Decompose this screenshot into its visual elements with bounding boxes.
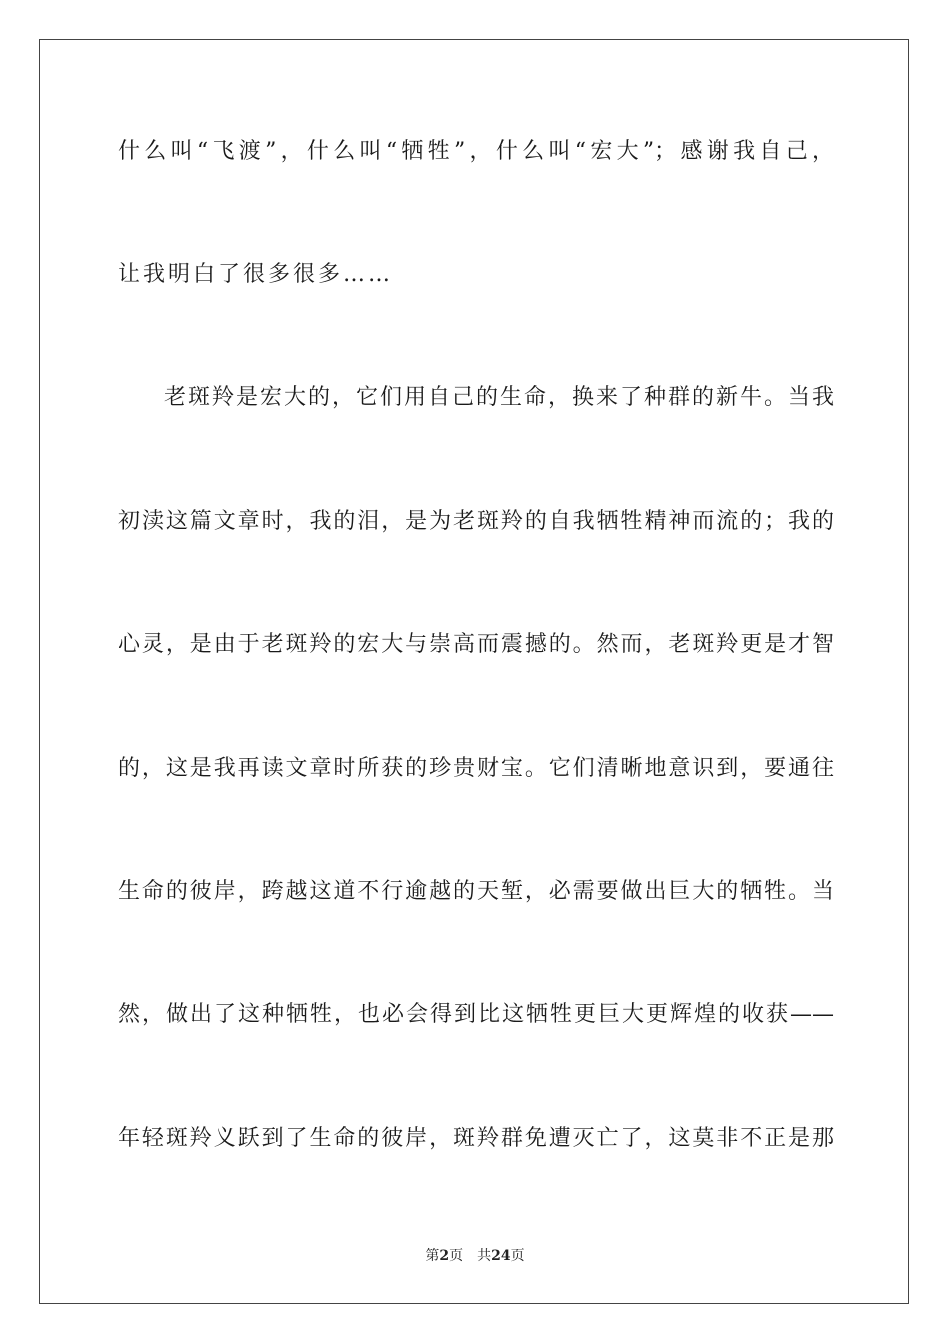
- text-line-4: 初渎这篇文章时，我的泪，是为老斑羚的自我牺牲精神而流的；我的: [118, 509, 834, 534]
- text-line-8: 然，做出了这种牺牲，也必会得到比这牺牲更巨大更辉煌的收获——: [118, 1002, 834, 1027]
- page-footer: [0, 1247, 950, 1265]
- text-line-5: 心灵，是由于老斑羚的宏大与崇高而震撼的。然而，老斑羚更是才智: [118, 632, 834, 657]
- text-line-3: 老斑羚是宏大的，它们用自己的生命，换来了种群的新牛。当我: [164, 385, 834, 410]
- page-suffix: 页: [449, 1248, 464, 1264]
- total-prefix: 共: [477, 1248, 492, 1264]
- page-number: 2: [439, 1248, 450, 1264]
- total-pages: 24: [491, 1248, 511, 1264]
- text-line-2: 让我明白了很多很多……: [118, 262, 394, 287]
- page-border: [39, 39, 909, 1304]
- text-line-9: 年轻斑羚义跃到了生命的彼岸，斑羚群免遭灭亡了，这莫非不正是那: [118, 1126, 834, 1151]
- page-prefix: 第: [425, 1248, 440, 1264]
- text-line-6: 的，这是我再读文章时所获的珍贵财宝。它们清晰地意识到，要通往: [118, 756, 834, 781]
- text-line-1: 什么叫“飞渡”，什么叫“牺牲”，什么叫“宏大”；感谢我自己，: [118, 139, 834, 164]
- total-suffix: 页: [510, 1248, 525, 1264]
- text-line-7: 生命的彼岸，跨越这道不行逾越的天堑，必需要做出巨大的牺牲。当: [118, 879, 834, 904]
